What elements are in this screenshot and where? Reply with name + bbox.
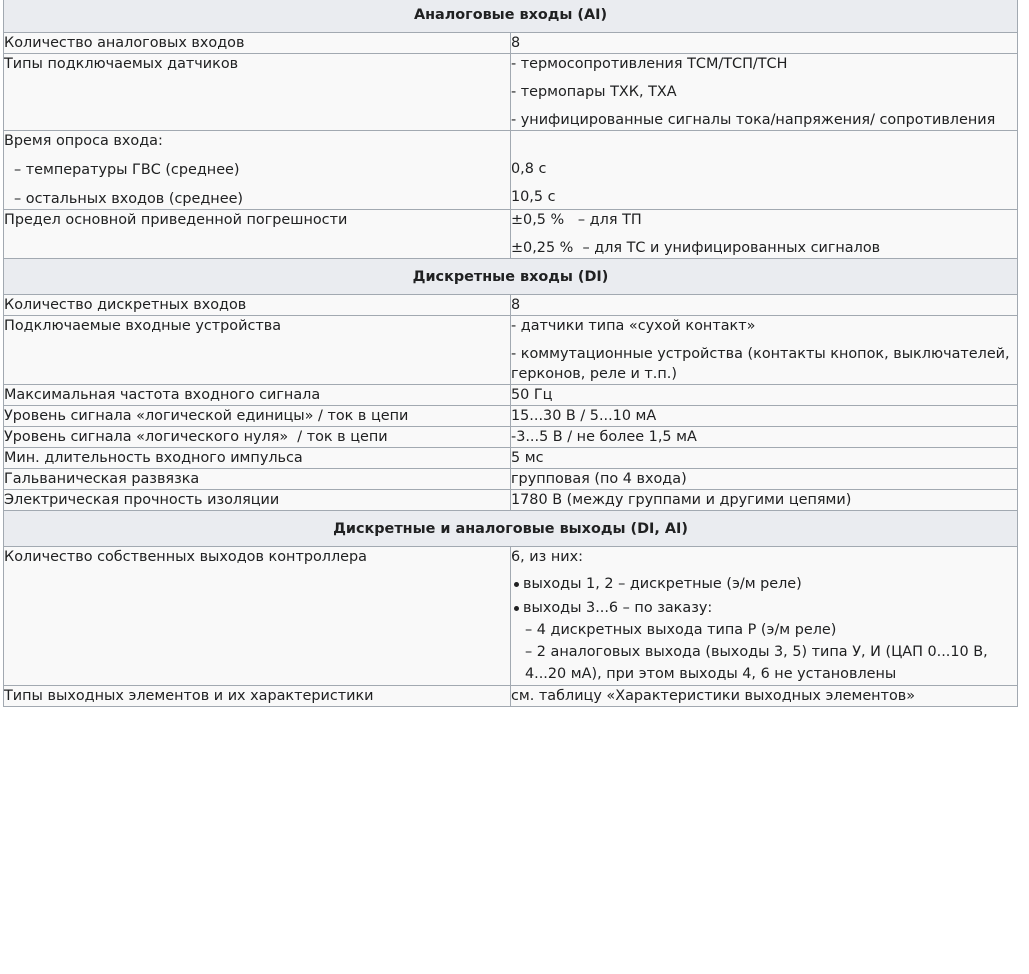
table-row: [4, 131, 1018, 210]
row-label: [4, 295, 511, 316]
table-row: [4, 54, 1018, 131]
table-row: [4, 547, 1018, 686]
row-value: [511, 547, 1018, 686]
row-value-text: 1780 В (между группами и другими цепями): [511, 492, 852, 508]
row-value: [511, 385, 1018, 406]
row-label: [4, 385, 511, 406]
row-label: [4, 686, 511, 707]
row-label: [4, 33, 511, 54]
row-value: [511, 295, 1018, 316]
table-row: [4, 316, 1018, 385]
row-label: [4, 427, 511, 448]
row-label: [4, 490, 511, 511]
bullet-text: выходы 1, 2 – дискретные (э/м реле): [523, 576, 802, 592]
row-value-spacer: [511, 131, 1017, 151]
row-value-text: - датчики типа «сухой контакт»: [511, 318, 756, 334]
row-value: [511, 406, 1018, 427]
row-value-text: - коммутационные устройства (контакты кнопок, выключателей, герконов, реле и т.п.): [511, 346, 1015, 382]
table-row: [4, 406, 1018, 427]
section-header-row: [4, 259, 1018, 295]
section-header-row: [4, 511, 1018, 547]
section-title: Дискретные входы (DI): [4, 259, 1018, 295]
row-value: [511, 210, 1018, 259]
row-label-text: Количество собственных выходов контроллера: [4, 549, 367, 565]
bullet-subitem: – 2 аналоговых выхода (выходы 3, 5) типа У, И (ЦАП 0...10 В, 4...20 мА), при этом выходы 4, 6 не установлены: [525, 644, 988, 682]
list-item: [523, 573, 1017, 595]
row-label-text: Электрическая прочность изоляции: [4, 492, 280, 508]
bullet-subitem: – 4 дискретных выхода типа Р (э/м реле): [525, 622, 837, 638]
row-value-text: 6, из них:: [511, 549, 584, 565]
row-label: [4, 547, 511, 686]
row-value: [511, 469, 1018, 490]
row-value-text: 5 мс: [511, 450, 544, 466]
row-label-text: Подключаемые входные устройства: [4, 318, 282, 334]
table-row: [4, 33, 1018, 54]
row-label-text: Типы подключаемых датчиков: [4, 56, 239, 72]
table-row: [4, 210, 1018, 259]
spec-table-body: [4, 0, 1018, 707]
row-value: [511, 686, 1018, 707]
row-label-text: Максимальная частота входного сигнала: [4, 387, 321, 403]
row-value: [511, 316, 1018, 385]
row-value-text: ±0,5 % – для ТП: [511, 212, 642, 228]
row-label-text: Мин. длительность входного импульса: [4, 450, 303, 466]
row-value-text: см. таблицу «Характеристики выходных элементов»: [511, 688, 916, 704]
row-value: [511, 54, 1018, 131]
row-value-text: 10,5 с: [511, 189, 556, 205]
row-label-subline: – температуры ГВС (среднее): [14, 162, 240, 178]
row-label-text: Уровень сигнала «логического нуля» / ток в цепи: [4, 429, 388, 445]
row-value-text: 50 Гц: [511, 387, 553, 403]
row-label: [4, 210, 511, 259]
row-label: [4, 54, 511, 131]
row-value-text: ±0,25 % – для ТС и унифицированных сигналов: [511, 240, 881, 256]
section-title: Дискретные и аналоговые выходы (DI, AI): [4, 511, 1018, 547]
row-value-text: 8: [511, 297, 521, 313]
list-item: [523, 597, 1017, 685]
row-label-text: Количество аналоговых входов: [4, 35, 245, 51]
row-label: [4, 316, 511, 385]
row-value-text: - термосопротивления ТСМ/ТСП/ТСН: [511, 56, 788, 72]
table-row: [4, 295, 1018, 316]
row-label-text: Уровень сигнала «логической единицы» / ток в цепи: [4, 408, 409, 424]
row-label-subline: – остальных входов (среднее): [14, 191, 244, 207]
output-bullet-list: [511, 573, 1017, 685]
row-label: [4, 469, 511, 490]
row-value: [511, 131, 1018, 210]
row-label-text: Гальваническая развязка: [4, 471, 200, 487]
row-value-text: - термопары ТХК, ТХА: [511, 84, 677, 100]
row-value-text: - унифицированные сигналы тока/напряжения/ сопротивления: [511, 112, 996, 128]
table-row: [4, 448, 1018, 469]
spec-table: [3, 0, 1018, 707]
row-value-text: 0,8 с: [511, 161, 547, 177]
row-label-text: Предел основной приведенной погрешности: [4, 212, 348, 228]
row-value: [511, 448, 1018, 469]
section-title: Аналоговые входы (AI): [4, 0, 1018, 33]
table-row: [4, 385, 1018, 406]
row-value-text: 15...30 В / 5...10 мА: [511, 408, 657, 424]
table-row: [4, 686, 1018, 707]
bullet-text: выходы 3...6 – по заказу:: [523, 600, 713, 616]
table-row: [4, 427, 1018, 448]
row-label-text: Время опроса входа:: [4, 133, 163, 149]
row-label: [4, 406, 511, 427]
row-label: [4, 448, 511, 469]
row-label: [4, 131, 511, 210]
table-row: [4, 490, 1018, 511]
row-value-text: -3...5 В / не более 1,5 мА: [511, 429, 697, 445]
row-value: [511, 490, 1018, 511]
table-row: [4, 469, 1018, 490]
section-header-row: [4, 0, 1018, 33]
row-label-text: Типы выходных элементов и их характеристики: [4, 688, 374, 704]
row-value: [511, 33, 1018, 54]
row-label-text: Количество дискретных входов: [4, 297, 247, 313]
row-value-text: 8: [511, 35, 521, 51]
row-value-text: групповая (по 4 входа): [511, 471, 687, 487]
row-value: [511, 427, 1018, 448]
